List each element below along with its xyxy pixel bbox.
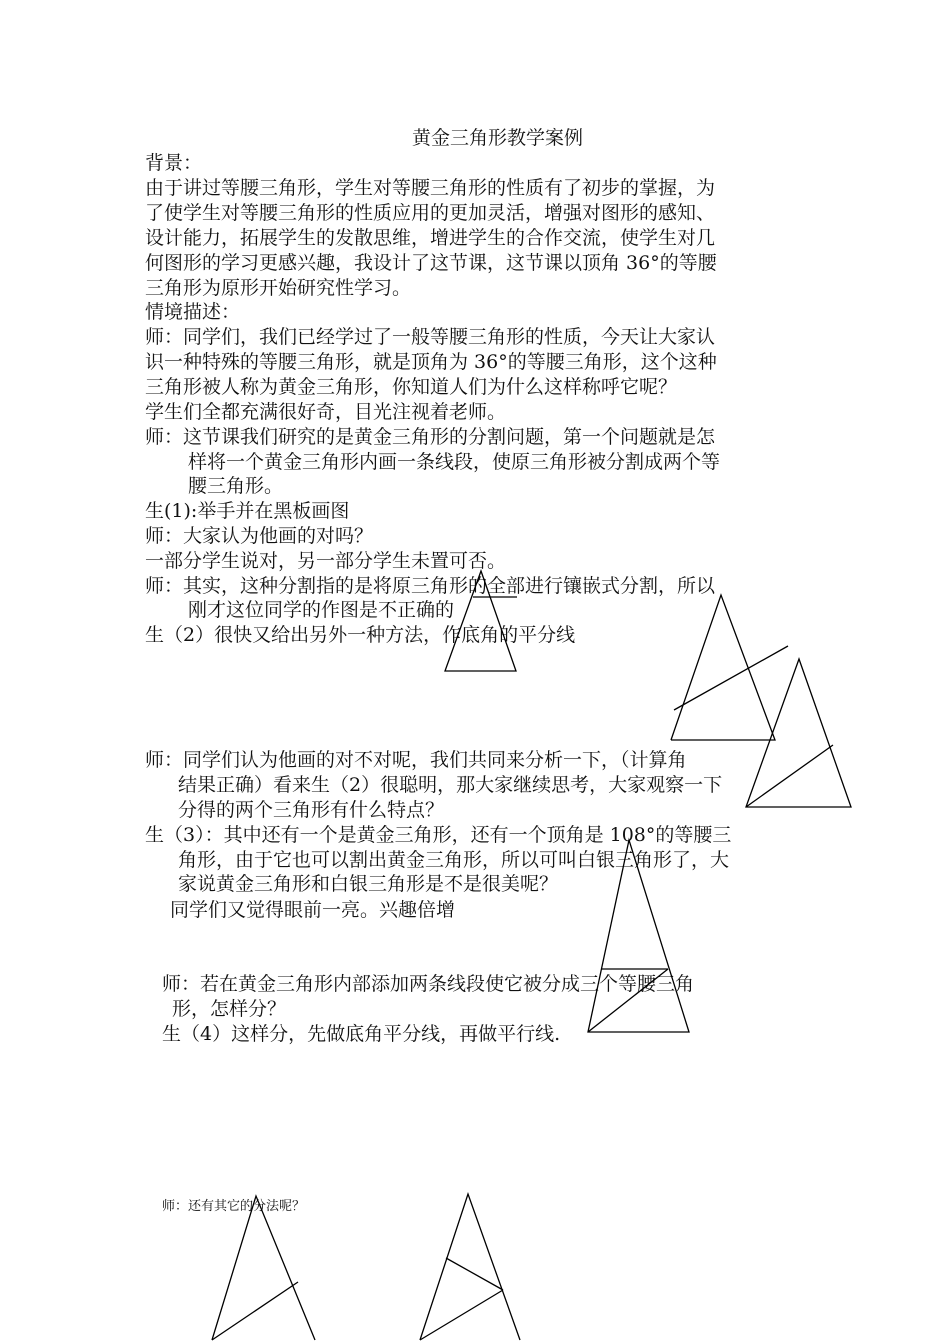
text-line: 由于讲过等腰三角形，学生对等腰三角形的性质有了初步的掌握，为 xyxy=(145,177,716,199)
triangle-outline xyxy=(671,595,775,740)
text-line: 三角形为原形开始研究性学习。 xyxy=(145,277,412,299)
text-line: 师：若在黄金三角形内部添加两条线段使它被分成三个等腰三角 xyxy=(162,973,695,995)
text-line: 生（4）这样分，先做底角平分线，再做平行线. xyxy=(162,1023,561,1045)
text-line: 师：同学们认为他画的对不对呢，我们共同来分析一下，（计算角 xyxy=(145,749,687,771)
text-line: 学生们全都充满很好奇，目光注视着老师。 xyxy=(145,401,507,423)
text-line: 生（2）很快又给出另外一种方法，作底角的平分线 xyxy=(145,624,576,646)
segment-line xyxy=(446,1258,503,1290)
text-line: 家说黄金三角形和白银三角形是不是很美呢？ xyxy=(178,873,559,895)
text-line: 生（3）：其中还有一个是黄金三角形，还有一个顶角是 108°的等腰三 xyxy=(145,824,732,846)
triangle-outline xyxy=(445,571,516,671)
triangle-outline xyxy=(212,1196,315,1340)
triangle-outline xyxy=(420,1194,520,1340)
text-line: 识一种特殊的等腰三角形，就是顶角为 36°的等腰三角形，这个这种 xyxy=(145,351,717,373)
triangle-figure-4 xyxy=(588,840,689,1032)
text-line: 三角形被人称为黄金三角形，你知道人们为什么这样称呼它呢？ xyxy=(145,376,678,398)
text-line: 腰三角形。 xyxy=(188,475,284,497)
triangle-figure-6 xyxy=(420,1194,520,1340)
text-line: 样将一个黄金三角形内画一条线段，使原三角形被分割成两个等 xyxy=(188,451,721,473)
text-line: 形，怎样分？ xyxy=(172,998,287,1020)
text-line: 师：这节课我们研究的是黄金三角形的分割问题，第一个问题就是怎 xyxy=(145,426,716,448)
triangle-outline xyxy=(746,659,851,807)
text-line: 师：其实，这种分割指的是将原三角形的全部进行镶嵌式分割，所以 xyxy=(145,575,716,597)
text-line: 分得的两个三角形有什么特点？ xyxy=(178,799,445,821)
text-line: 设计能力，拓展学生的发散思维，增进学生的合作交流，使学生对几 xyxy=(145,227,716,249)
text-line: 生(1):举手并在黑板画图 xyxy=(145,500,350,522)
text-line: 结果正确）看来生（2）很聪明，那大家继续思考，大家观察一下 xyxy=(178,774,723,796)
text-line: 同学们又觉得眼前一亮。兴趣倍增 xyxy=(170,899,456,921)
bisector-line xyxy=(746,745,833,807)
text-line: 了使学生对等腰三角形的性质应用的更加灵活，增强对图形的感知、 xyxy=(145,202,716,224)
text-line: 师：同学们，我们已经学过了一般等腰三角形的性质，今天让大家认 xyxy=(145,326,716,348)
document-title: 黄金三角形教学案例 xyxy=(412,127,584,149)
triangle-figure-5 xyxy=(212,1196,315,1340)
text-line: 师：还有其它的分法呢？ xyxy=(162,1199,306,1214)
text-line: 刚才这位同学的作图是不正确的 xyxy=(188,599,455,621)
text-line: 师：大家认为他画的对吗？ xyxy=(145,525,374,547)
segment-line xyxy=(212,1282,298,1340)
segment-line xyxy=(420,1290,503,1340)
text-line: 角形，由于它也可以割出黄金三角形，所以可叫白银三角形了，大 xyxy=(178,849,730,871)
text-line: 情境描述： xyxy=(145,301,241,323)
triangle-figure-3 xyxy=(746,659,851,807)
triangle-figure-2 xyxy=(671,595,788,740)
text-line: 一部分学生说对，另一部分学生未置可否。 xyxy=(145,550,507,572)
text-line: 何图形的学习更感兴趣，我设计了这节课，这节课以顶角 36°的等腰 xyxy=(145,252,717,274)
triangle-outline xyxy=(588,840,689,1032)
text-line: 背景： xyxy=(145,152,203,174)
segment-line xyxy=(674,646,788,710)
triangle-figure-1 xyxy=(445,571,517,671)
